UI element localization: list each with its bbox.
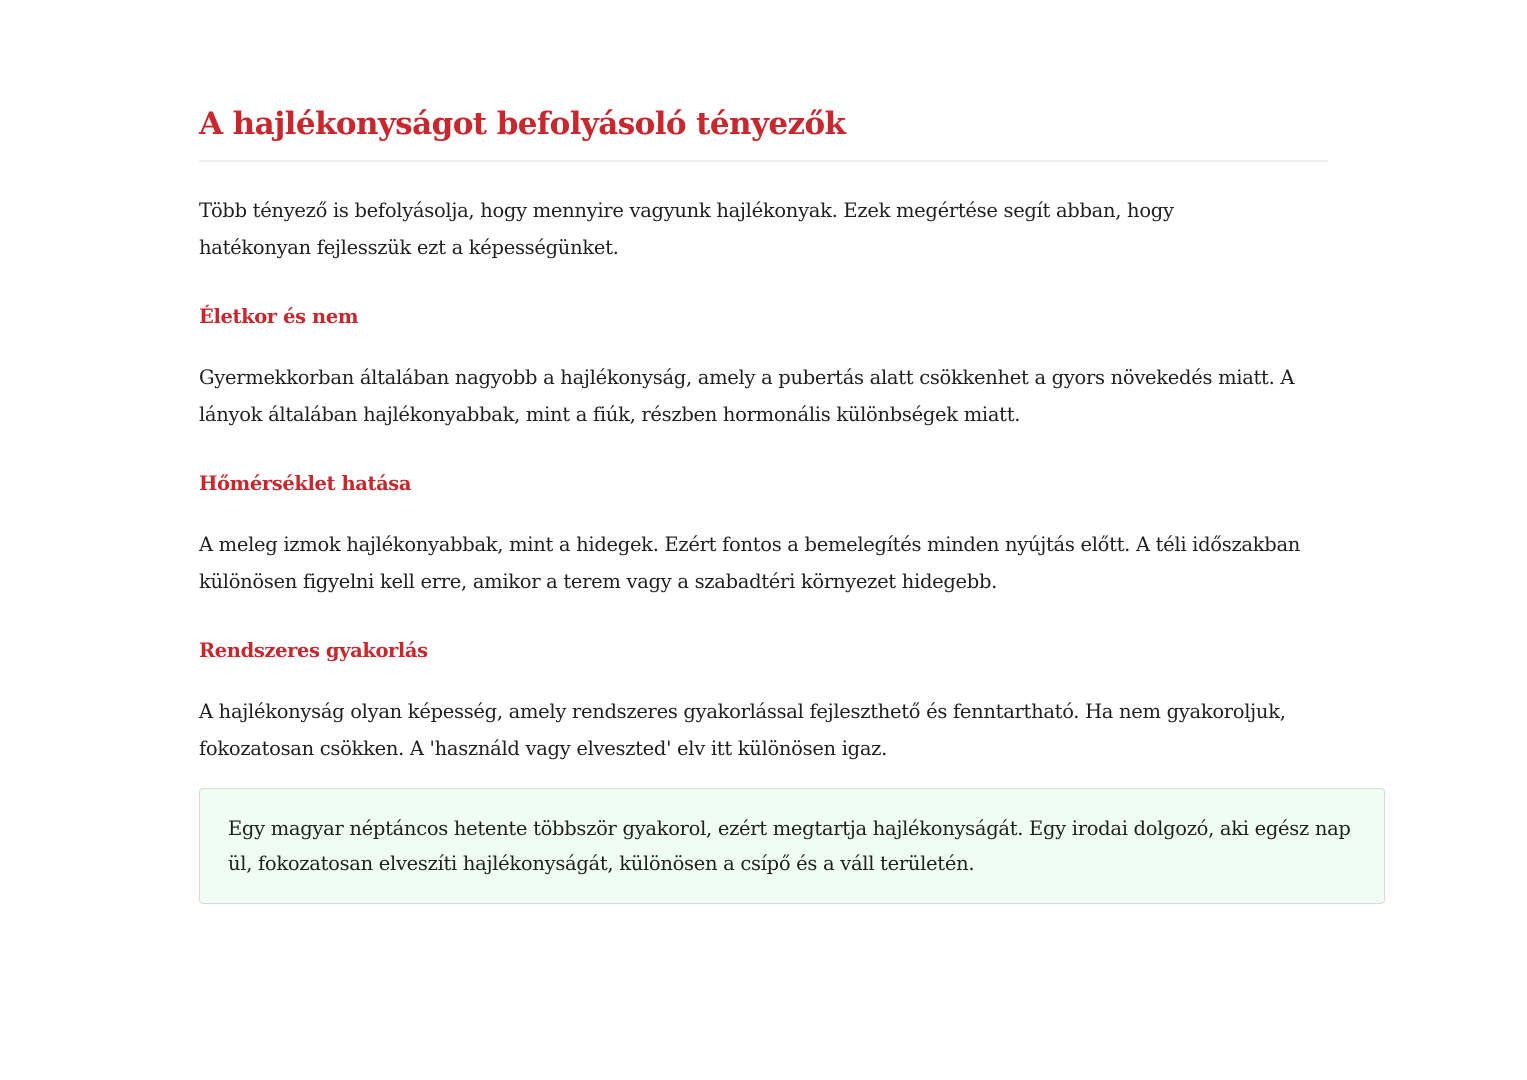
example-callout [199,788,1385,904]
section-heading: Rendszeres gyakorlás [199,639,428,662]
section-age-gender [199,302,1385,433]
section-body: A hajlékonyság olyan képesség, amely rendszeres gyakorlással fejleszthető és fenntartható. Ha nem gyakoroljuk, fokozatosan csökken. A 'használd vagy elveszted' elv itt különösen igaz. [199,700,1286,760]
article [199,100,1385,904]
section-body: A meleg izmok hajlékonyabbak, mint a hidegek. Ezért fontos a bemelegítés minden nyújtás előtt. A téli időszakban különösen figyelni kell erre, amikor a terem vagy a szabadtéri környezet hidegebb. [199,533,1301,593]
section-heading: Életkor és nem [199,305,359,328]
section-body: Gyermekkorban általában nagyobb a hajlékonyság, amely a pubertás alatt csökkenhet a gyors növekedés miatt. A lányok általában hajlékonyabbak, mint a fiúk, részben hormonális különbségek miatt. [199,366,1295,426]
intro-paragraph: Több tényező is befolyásolja, hogy mennyire vagyunk hajlékonyak. Ezek megértése segít abban, hogy hatékonyan fejlesszük ezt a képességünket. [199,199,1174,259]
section-heading: Hőmérséklet hatása [199,472,412,495]
page-title: A hajlékonyságot befolyásoló tényezők [199,100,1328,162]
section-regular-practice [199,636,1385,767]
callout-text: Egy magyar néptáncos hetente többször gyakorol, ezért megtartja hajlékonyságát. Egy irodai dolgozó, aki egész nap ül, fokozatosan elveszíti hajlékonyságát, különösen a csípő és a váll területén. [228,817,1351,875]
section-temperature [199,469,1385,600]
